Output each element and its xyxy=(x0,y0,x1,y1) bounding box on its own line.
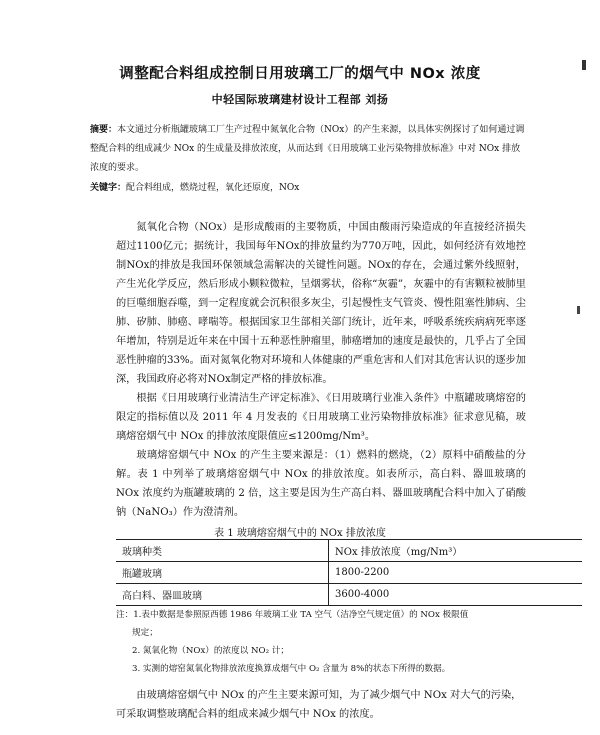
table-header-cell: NOx 排放浓度（mg/Nm³） xyxy=(329,540,583,562)
note-line: 2. 氮氧化物（NOx）的浓度以 NO₂ 计； xyxy=(132,646,289,656)
note-line: 注：1.表中数据是参照原西德 1986 年玻璃工业 TA 空气（洁净空气规定值）的 NOx 极限值 xyxy=(116,610,469,620)
table-header-row xyxy=(116,540,582,562)
table-caption: 表 1 玻璃熔窑烟气中的 NOx 排放浓度 xyxy=(214,528,386,539)
keywords xyxy=(28,180,572,196)
table-cell: 高白料、器皿玻璃 xyxy=(116,584,329,606)
abstract-label: 摘要： xyxy=(90,125,118,135)
table-header-cell: 玻璃种类 xyxy=(116,540,329,562)
table-cell: 瓶罐玻璃 xyxy=(116,562,329,584)
abstract xyxy=(28,121,572,178)
paper-title: 调整配合料组成控制日用玻璃工厂的烟气中 NOx 浓度 xyxy=(119,66,481,82)
abstract-text: 本文通过分析瓶罐玻璃工厂生产过程中氮氧化合物（NOx）的产生来源，以具体实例探讨了如何通过调整配合料的组成减少 NOx 的生成量及排放浓度，从而达到《日用玻璃工业污染物排放标准》中对 NOx 排放浓度的要求。 xyxy=(90,125,525,173)
table-row xyxy=(116,584,582,606)
nox-table xyxy=(116,539,582,606)
table-cell: 3600-4000 xyxy=(329,584,583,606)
note-line: 3. 实测的熔窑氮氧化物排放浓度换算成烟气中 O₂ 含量为 8%的状态下所得的数据。 xyxy=(132,664,451,674)
closing-paragraph: 由玻璃熔窑烟气中 NOx 的产生主要来源可知，为了减少烟气中 NOx 对大气的污染，可采取调整玻璃配合料的组成来减少烟气中 NOx 的浓度。 xyxy=(116,690,522,720)
body-text xyxy=(28,218,572,522)
author-line: 中轻国际玻璃建材设计工程部 刘扬 xyxy=(211,93,389,106)
table-row xyxy=(116,562,582,584)
keywords-text: 配合料组成，燃烧过程，氧化还原度，NOx xyxy=(126,183,300,193)
scan-mark xyxy=(582,60,586,70)
closing-text xyxy=(28,686,572,724)
note-line: 规定； xyxy=(132,628,158,638)
paragraph-1: 氮氧化合物（NOx）是形成酸雨的主要物质，中国由酸雨污染造成的年直接经济损失超过1100亿元；据统计，我国每年NOx的排放量约为770万吨，因此，如何经济有效地控制NOx的排放是我国环保领域急需解决的关键性问题。NOx的存在，会通过紫外线照射，产生光化学反应，然后形成小颗粒微粒，呈烟雾状，俗称“灰霾”，灰霾中的有害颗粒被肺里的巨噬细胞吞噬，到一定程度就会沉积很多灰尘，引起慢性支气管炎、慢性阻塞性肺病、尘肺、矽肺、肺癌、哮喘等。根据国家卫生部相关部门统计，近年来，呼吸系统疾病病死率逐年增加，特别是近年来在中国十五种恶性肿瘤里，肺癌增加的速度是最快的，几乎占了全国恶性肿瘤的33%。面对氮氧化物对环境和人体健康的严重危害和人们对其危害认识的逐步加深，我国政府必将对NOx制定严格的排放标准。 xyxy=(116,222,526,385)
paragraph-2: 根据《日用玻璃行业清洁生产评定标准》、《日用玻璃行业准入条件》中瓶罐玻璃熔窑的限定的指标值以及 2011 年 4 月发表的《日用玻璃工业污染物排放标准》征求意见稿，玻璃熔窑烟气中 NOx 的排放浓度限值应≤1200mg/Nm³。 xyxy=(116,393,526,442)
table-cell: 1800-2200 xyxy=(329,562,583,584)
scan-mark xyxy=(577,306,580,314)
paragraph-3: 玻璃熔窑烟气中 NOx 的产生主要来源是：（1）燃料的燃烧，（2）原料中硝酸盐的分解。表 1 中列举了玻璃熔窑烟气中 NOx 的排放浓度。如表所示，高白料、器皿玻璃的 NOx 浓度约为瓶罐玻璃的 2 倍，这主要是因为生产高白料、器皿玻璃配合料中加入了硝酸钠（NaNO₃）作为澄清剂。 xyxy=(116,450,526,518)
keywords-label: 关键字： xyxy=(90,183,127,193)
table-notes xyxy=(116,606,586,678)
